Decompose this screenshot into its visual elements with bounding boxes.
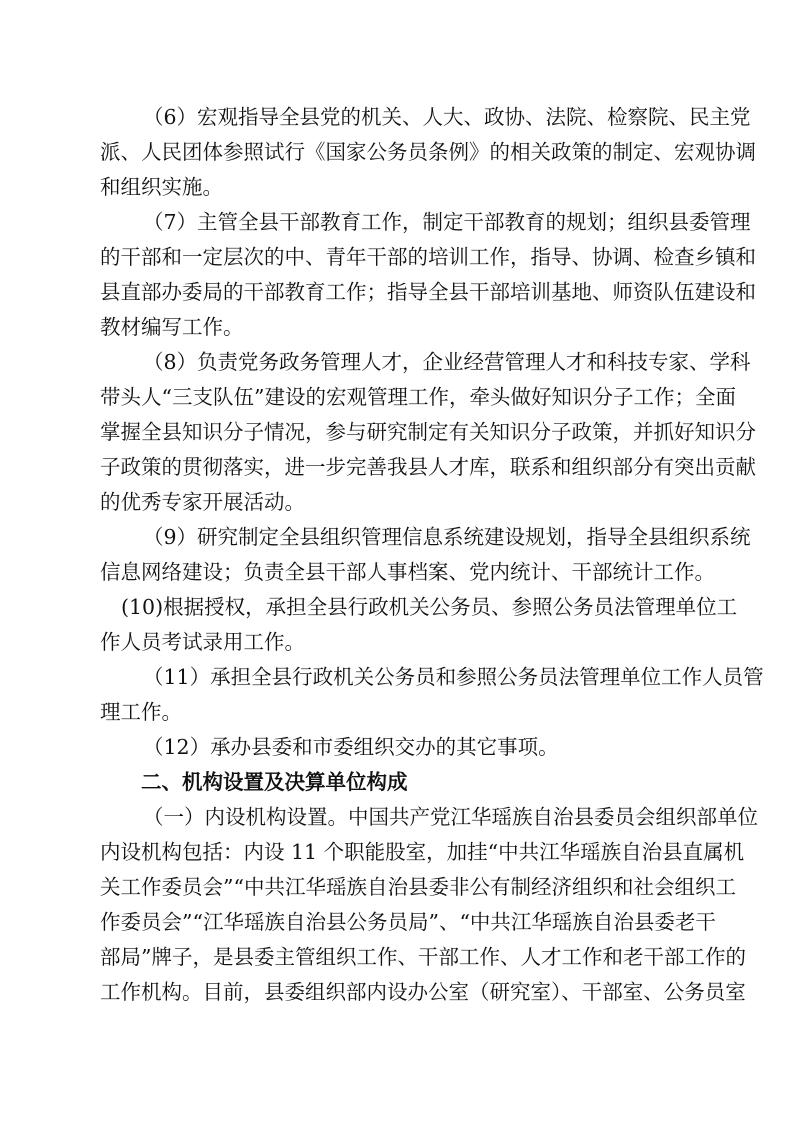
text-line: （11）承担全县行政机关公务员和参照公务员法管理单位工作人员管 — [143, 665, 764, 689]
text-line: （一）内设机构设置。中国共产党江华瑶族自治县委员会组织部单位 — [143, 805, 758, 829]
text-line: 的干部和一定层次的中、青年干部的培训工作，指导、协调、检查乡镇和 — [100, 245, 756, 269]
text-line: (10)根据授权，承担全县行政机关公务员、参照公务员法管理单位工 — [121, 595, 738, 619]
text-line: 作人员考试录用工作。 — [100, 630, 305, 654]
section-heading: 二、机构设置及决算单位构成 — [141, 770, 408, 794]
text-line: 派、人民团体参照试行《国家公务员条例》的相关政策的制定、宏观协调 — [100, 140, 756, 164]
text-line: 内设机构包括：内设 11 个职能股室，加挂“中共江华瑶族自治县直属机 — [100, 840, 745, 864]
text-line: 县直部办委局的干部教育工作；指导全县干部培训基地、师资队伍建设和 — [100, 280, 756, 304]
text-line: 作委员会”“江华瑶族自治县公务员局”、“中共江华瑶族自治县委老干 — [100, 910, 716, 934]
text-line: 信息网络建设；负责全县干部人事档案、党内统计、干部统计工作。 — [100, 560, 715, 584]
text-line: （9）研究制定全县组织管理信息系统建设规划，指导全县组织系统 — [143, 525, 751, 549]
text-line: 的优秀专家开展活动。 — [100, 490, 305, 514]
text-line: 带头人“三支队伍”建设的宏观管理工作，牵头做好知识分子工作；全面 — [100, 385, 736, 409]
text-line: 子政策的贯彻落实，进一步完善我县人才库，联系和组织部分有突出贡献 — [100, 455, 756, 479]
text-line: 部局”牌子，是县委主管组织工作、干部工作、人才工作和老干部工作的 — [100, 945, 746, 969]
text-line: 教材编写工作。 — [100, 315, 244, 339]
text-line: （6）宏观指导全县党的机关、人大、政协、法院、检察院、民主党 — [143, 105, 751, 129]
text-line: 掌握全县知识分子情况，参与研究制定有关知识分子政策，并抓好知识分 — [100, 420, 756, 444]
text-line: （12）承办县委和市委组织交办的其它事项。 — [143, 735, 559, 759]
text-line: 理工作。 — [100, 700, 182, 724]
text-line: （7）主管全县干部教育工作，制定干部教育的规划；组织县委管理 — [143, 210, 751, 234]
text-line: 关工作委员会”“中共江华瑶族自治县委非公有制经济组织和社会组织工 — [100, 875, 736, 899]
text-line: 工作机构。目前，县委组织部内设办公室（研究室）、干部室、公务员室 — [100, 980, 746, 1004]
text-line: 和组织实施。 — [100, 175, 223, 199]
text-line: （8）负责党务政务管理人才，企业经营管理人才和科技专家、学科 — [143, 350, 751, 374]
